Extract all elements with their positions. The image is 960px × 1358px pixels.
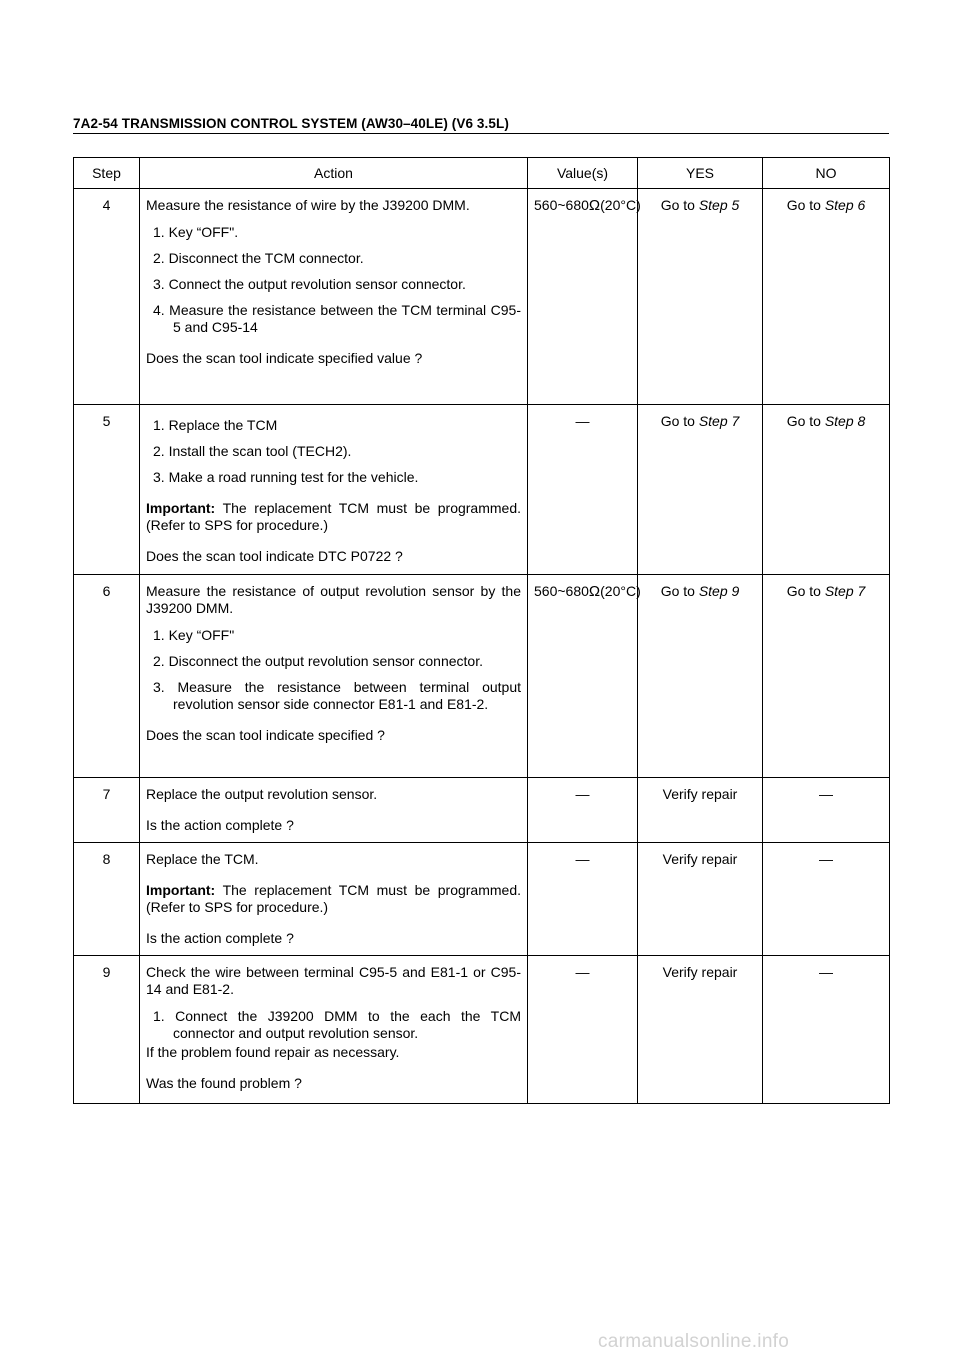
action-intro: Replace the output revolution sensor. [146,786,378,802]
action-item: 3. Measure the resistance between terminal output revolution sensor side connector E81-1 and E81-2. [153,679,521,712]
step-number: 7 [74,778,140,843]
yes-step-ref: Step 7 [698,413,740,429]
action-item: 1. Key “OFF" [153,627,235,643]
column-header-action: Action [140,158,528,189]
value-cell [528,189,641,405]
value-suffix: (20°C) [600,197,641,213]
value-cell: — [528,956,638,1104]
value-suffix: (20°C) [600,583,641,599]
action-cell [140,405,528,575]
table-row-step-4 [74,189,890,405]
step-number: 6 [74,575,140,778]
action-question: Does the scan tool indicate specified ? [146,727,385,743]
ohm-symbol: Ω [588,197,601,214]
yes-step-ref: Step 5 [698,197,740,213]
important-note [146,882,521,916]
value-cell: — [528,778,638,843]
no-step-ref: Step 6 [824,197,866,213]
value-prefix: 560~680 [534,583,589,599]
table-row-step-8 [74,843,890,956]
no-text: Go to [786,197,825,213]
value-cell [528,575,641,778]
action-item: 1. Connect the J39200 DMM to the each the TCM connector and output revolution sensor. [153,1008,521,1041]
action-item: 4. Measure the resistance between the TCM terminal C95-5 and C95-14 [153,302,521,335]
action-item: 3. Make a road running test for the vehicle. [153,469,419,485]
no-text: Go to [786,583,825,599]
action-item: 3. Connect the output revolution sensor connector. [153,276,466,292]
column-header-step: Step [74,158,140,189]
action-intro: Replace the TCM. [146,851,259,867]
table-row-step-9 [74,956,890,1104]
step-number: 4 [74,189,140,405]
ohm-symbol: Ω [588,583,601,600]
action-note: If the problem found repair as necessary. [146,1044,400,1060]
no-cell [763,405,890,575]
important-note [146,500,521,534]
no-cell [763,189,890,405]
action-intro: Measure the resistance of output revolution sensor by the J39200 DMM. [146,583,521,616]
yes-cell [638,405,763,575]
action-item: 2. Disconnect the output revolution sensor connector. [153,653,483,669]
step-number: 5 [74,405,140,575]
value-cell: — [528,405,638,575]
value-cell: — [528,843,638,956]
action-item: 1. Replace the TCM [153,417,278,433]
yes-cell: Verify repair [638,956,763,1104]
table-row-step-5 [74,405,890,575]
yes-text: Go to [660,413,699,429]
yes-text: Go to [660,583,699,599]
action-item: 1. Key “OFF". [153,224,239,240]
yes-step-ref: Step 9 [698,583,740,599]
action-cell [140,956,528,1104]
column-header-yes: YES [638,158,763,189]
no-step-ref: Step 8 [824,413,866,429]
no-cell [763,575,890,778]
value-prefix: 560~680 [534,197,589,213]
action-cell [140,843,528,956]
important-label: Important: [146,882,216,898]
yes-text: Go to [660,197,699,213]
yes-cell [638,575,763,778]
action-cell [140,778,528,843]
action-cell [140,189,528,405]
header-rule [73,133,889,134]
page-header-title: 7A2-54 TRANSMISSION CONTROL SYSTEM (AW30–40LE) (V6 3.5L) [73,116,509,131]
column-header-no: NO [763,158,890,189]
no-text: Go to [786,413,825,429]
yes-cell [638,189,763,405]
action-question: Is the action complete ? [146,817,294,833]
column-header-values: Value(s) [528,158,638,189]
watermark-text: carmanualsonline.info [598,1331,790,1352]
yes-cell: Verify repair [638,843,763,956]
important-label: Important: [146,500,216,516]
action-item: 2. Install the scan tool (TECH2). [153,443,352,459]
action-question: Is the action complete ? [146,930,294,946]
no-cell: — [763,956,890,1104]
table-row-step-6 [74,575,890,778]
action-cell [140,575,528,778]
step-number: 8 [74,843,140,956]
action-intro: Measure the resistance of wire by the J39200 DMM. [146,197,470,213]
diagnostic-table [73,157,890,1104]
important-text: The replacement TCM must be programmed. (Refer to SPS for procedure.) [146,500,521,533]
table-row-step-7 [74,778,890,843]
action-question: Does the scan tool indicate DTC P0722 ? [146,548,403,564]
action-question: Does the scan tool indicate specified value ? [146,350,423,366]
step-number: 9 [74,956,140,1104]
no-step-ref: Step 7 [824,583,866,599]
no-cell: — [763,778,890,843]
important-text: The replacement TCM must be programmed. (Refer to SPS for procedure.) [146,882,521,915]
table-header-row [74,158,890,189]
action-intro: Check the wire between terminal C95-5 and E81-1 or C95-14 and E81-2. [146,964,521,997]
action-item: 2. Disconnect the TCM connector. [153,250,364,266]
action-question: Was the found problem ? [146,1075,302,1091]
no-cell: — [763,843,890,956]
yes-cell: Verify repair [638,778,763,843]
